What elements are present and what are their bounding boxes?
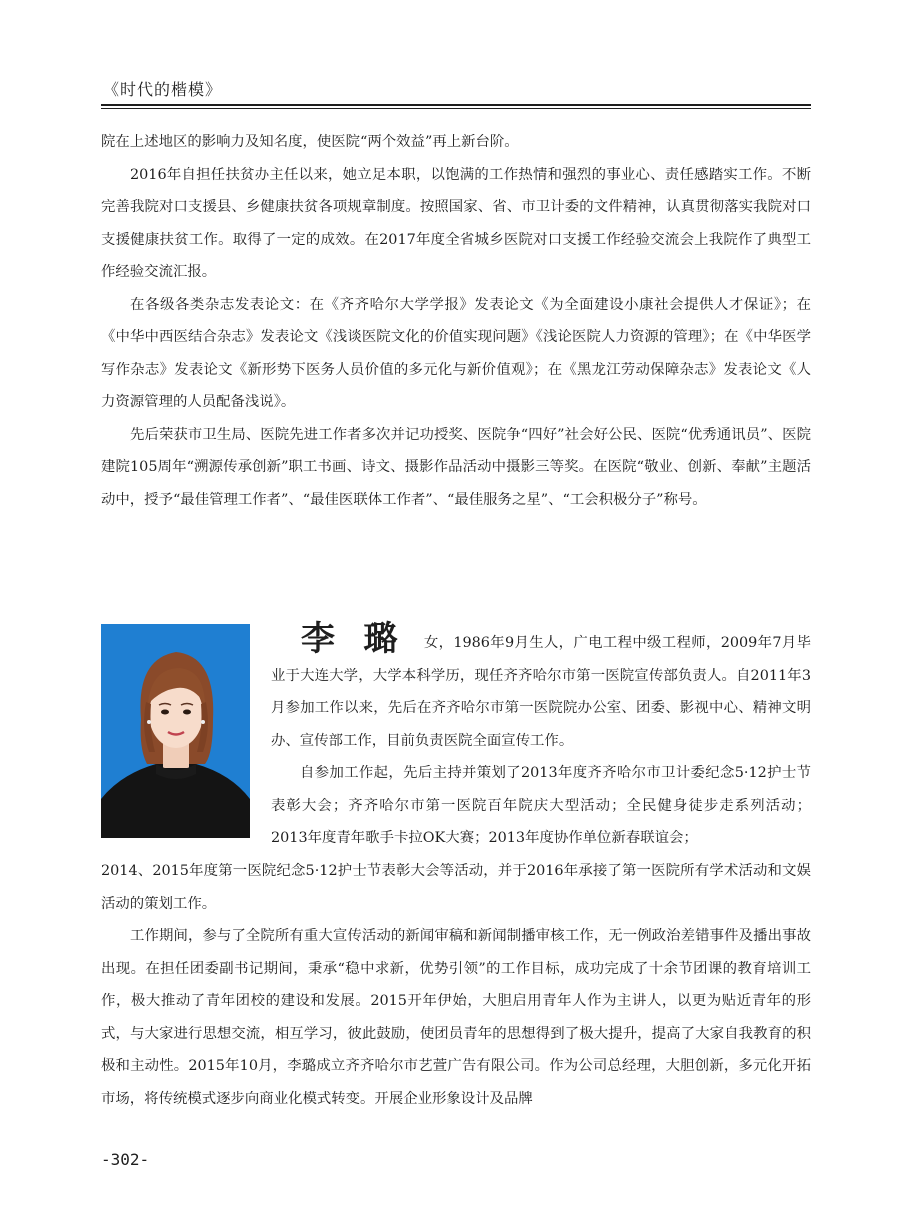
profile-intro-block xyxy=(271,619,811,855)
paragraph-continuation: 院在上述地区的影响力及知名度，使医院“两个效益”再上新台阶。 xyxy=(101,134,519,150)
section-1-text xyxy=(101,126,811,516)
profile-work-paragraph: 工作期间，参与了全院所有重大宣传活动的新闻审稿和新闻制播审核工作，无一例政治差错事件及播出事故出现。在担任团委副书记期间，秉承“稳中求新，优势引领”的工作目标，成功完成了十余节团课的教育培训工作，极大推动了青年团校的建设和发展。2015开年伊始，大胆启用青年人作为主讲人，以更为贴近青年的形式，与大家进行思想交流，相互学习，彼此鼓励，使团员青年的思想得到了极大提升，提高了大家自我教育的积极和主动性。2015年10月，李璐成立齐齐哈尔市艺萱广告有限公司。作为公司总经理，大胆创新，多元化开拓市场，将传统模式逐步向商业化模式转变。开展企业形象设计及品牌 xyxy=(101,928,811,1107)
paragraph-honors: 先后荣获市卫生局、医院先进工作者多次并记功授奖、医院争“四好”社会好公民、医院“优秀通讯员”、医院建院105周年“溯源传承创新”职工书画、诗文、摄影作品活动中摄影三等奖。在医院“敬业、创新、奉献”主题活动中，授予“最佳管理工作者”、“最佳医联体工作者”、“最佳服务之星”、“工会积极分子”称号。 xyxy=(101,426,811,508)
profile-activities-part1: 自参加工作起，先后主持并策划了2013年度齐齐哈尔市卫计委纪念5·12护士节表彰大会；齐齐哈尔市第一医院百年院庆大型活动；全民健身徒步走系列活动；2013年度青年歌手卡拉OK大赛；2013年度协作单位新春联谊会； xyxy=(271,765,811,846)
section-2-text xyxy=(101,855,811,1115)
header-rule xyxy=(101,104,811,106)
paragraph-publications: 在各级各类杂志发表论文：在《齐齐哈尔大学学报》发表论文《为全面建设小康社会提供人才保证》；在《中华中西医结合杂志》发表论文《浅谈医院文化的价值实现问题》《浅论医院人力资源的管理》；在《中华医学写作杂志》发表论文《新形势下医务人员价值的多元化与新价值观》；在《黑龙江劳动保障杂志》发表论文《人力资源管理的人员配备浅说》。 xyxy=(101,296,811,410)
paragraph-poverty-office: 2016年自担任扶贫办主任以来，她立足本职，以饱满的工作热情和强烈的事业心、责任感踏实工作。不断完善我院对口支援县、乡健康扶贫各项规章制度。按照国家、省、市卫计委的文件精神，认真贯彻落实我院对口支援健康扶贫工作。取得了一定的成效。在2017年度全省城乡医院对口支援工作经验交流会上我院作了典型工作经验交流汇报。 xyxy=(101,166,811,280)
header-rule-thin xyxy=(101,108,811,109)
profile-activities-part2: 2014、2015年度第一医院纪念5·12护士节表彰大会等活动，并于2016年承接了第一医院所有学术活动和文娱活动的策划工作。 xyxy=(101,863,811,912)
portrait-photo xyxy=(101,624,250,838)
running-header xyxy=(103,80,810,106)
profile-intro-text: 女，1986年9月生人，广电工程中级工程师，2009年7月毕业于大连大学，大学本科学历，现任齐齐哈尔市第一医院宣传部负责人。自2011年3月参加工作以来，先后在齐齐哈尔市第一医院院办公室、团委、影视中心、精神文明办、宣传部工作，目前负责医院全面宣传工作。 xyxy=(271,635,811,749)
profile-intro-paragraph xyxy=(271,619,811,757)
person-name: 李 璐 xyxy=(301,619,406,659)
page-number: -302- xyxy=(101,1150,150,1169)
book-title: 《时代的楷模》 xyxy=(103,80,223,99)
